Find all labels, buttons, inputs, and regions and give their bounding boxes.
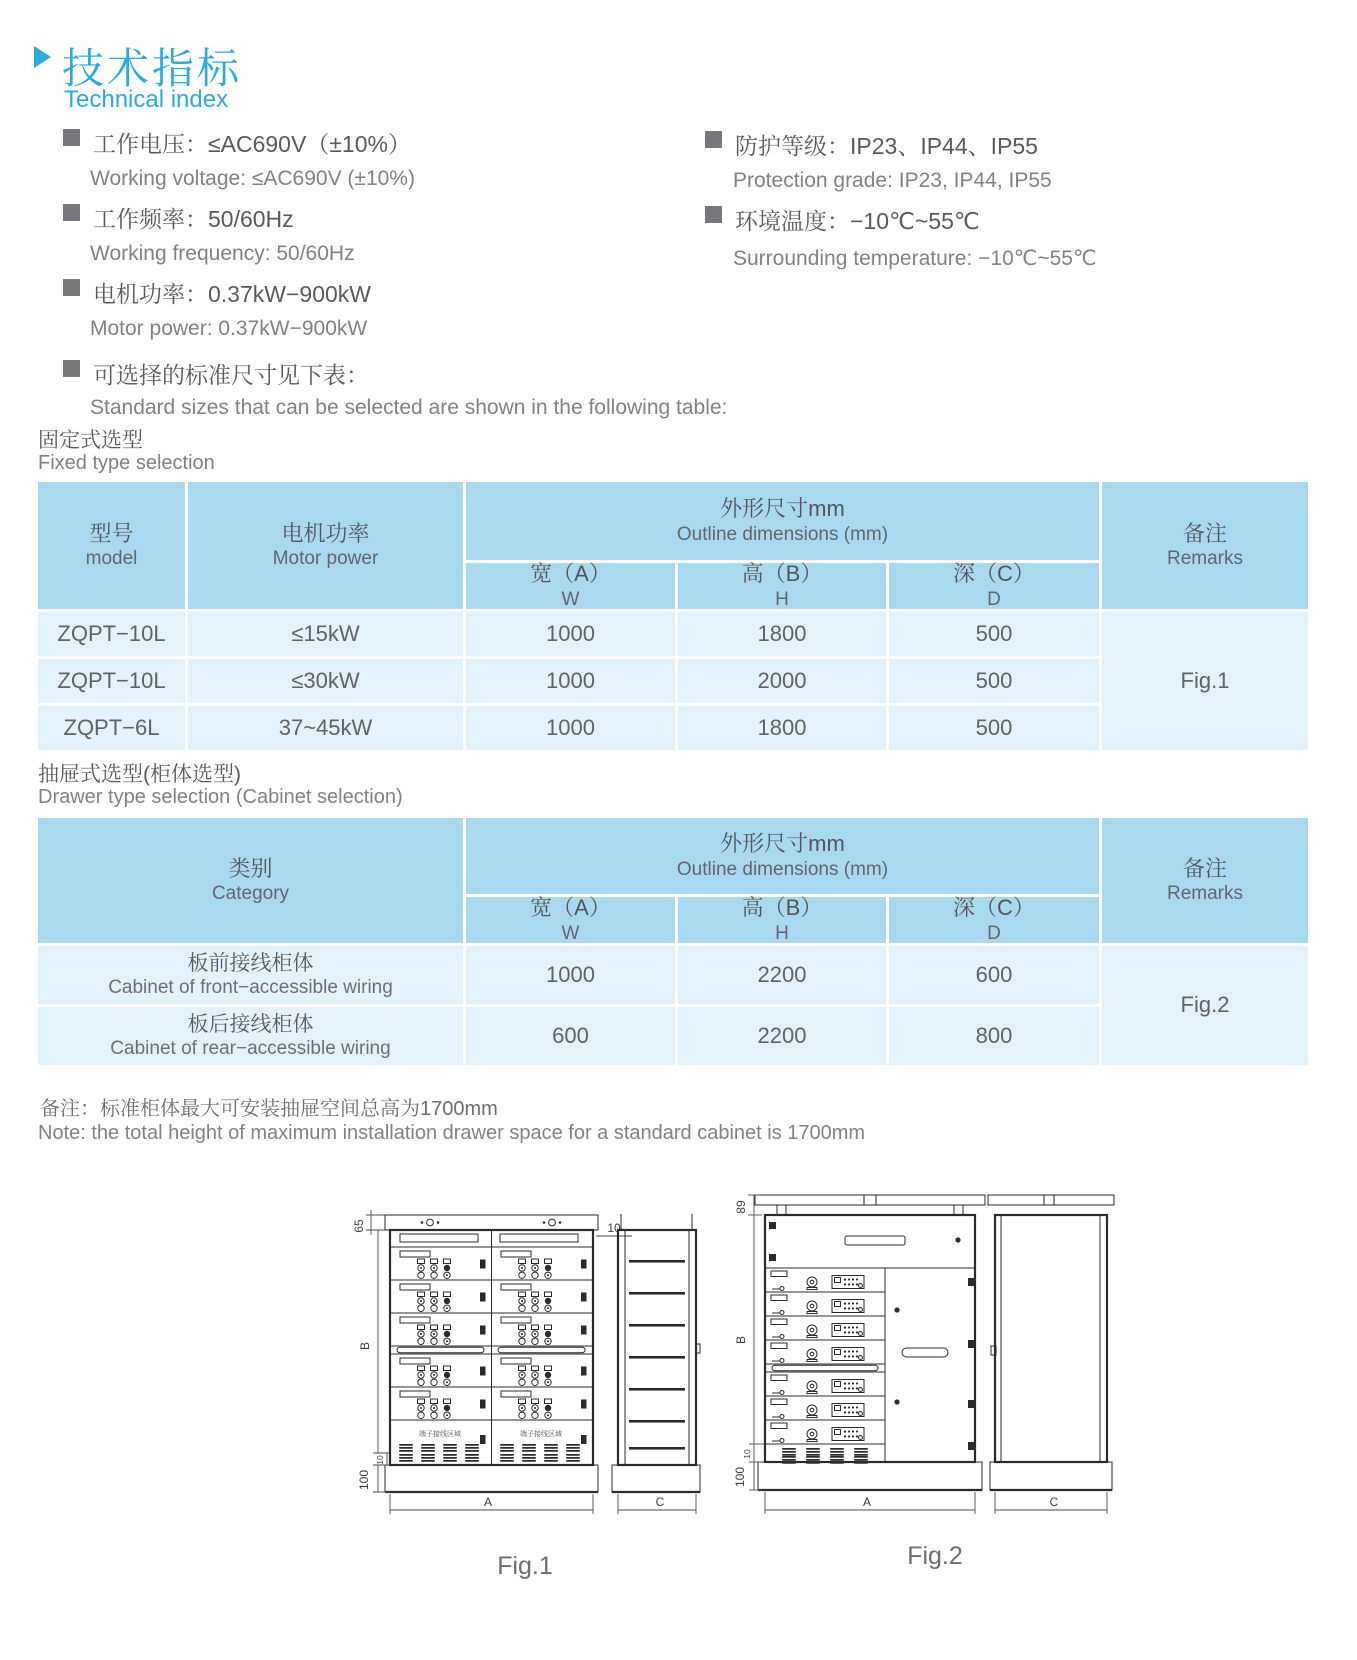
fig1-dim-C: C	[655, 1495, 665, 1509]
spec-working-frequency	[63, 201, 294, 234]
cell-d: 500	[975, 667, 1013, 693]
spec-protection-grade-en: Protection grade: IP23, IP44, IP55	[733, 169, 1052, 192]
col-header-motor-power	[188, 482, 463, 609]
fig1-dim-10-top: 10	[607, 1221, 621, 1235]
fig1-dim-A: A	[483, 1495, 493, 1509]
spec-motor-power	[63, 276, 371, 309]
table-row	[466, 612, 675, 656]
fig2-caption: Fig.2	[907, 1542, 963, 1570]
table-row	[678, 1007, 886, 1065]
drawer-table-title-en: Drawer type selection (Cabinet selection)	[38, 786, 403, 808]
drawer-type-table	[38, 818, 1308, 1065]
header-d-cn: 深（C）	[953, 561, 1035, 586]
spec-standard-sizes	[63, 357, 369, 390]
fig1-dim-65: 65	[352, 1219, 366, 1233]
spec-standard-sizes-en: Standard sizes that can be selected are shown in the following table:	[90, 396, 728, 419]
cell-model: ZQPT−10L	[57, 667, 166, 693]
cell-h: 2200	[757, 1022, 807, 1048]
header-remarks-en: Remarks	[1166, 883, 1243, 905]
spec-standard-sizes-cn: 可选择的标准尺寸见下表：	[93, 362, 369, 388]
header-power-en: Motor power	[272, 548, 379, 570]
cell-h: 2200	[757, 961, 807, 987]
cell-category-en: Cabinet of rear−accessible wiring	[110, 1038, 391, 1060]
drawer-table-title-cn: 抽屉式选型(柜体选型)	[38, 763, 241, 786]
cell-d: 800	[975, 1022, 1013, 1048]
spec-working-voltage-cn: 工作电压：≤AC690V（±10%）	[93, 131, 411, 157]
spec-working-frequency-en: Working frequency: 50/60Hz	[90, 242, 355, 265]
square-bullet-icon	[63, 204, 80, 221]
table-row	[466, 1007, 675, 1065]
table-row	[678, 706, 886, 750]
page-subtitle: Technical index	[64, 86, 229, 113]
fig2-dim-10: 10	[742, 1449, 752, 1459]
fig1-side-view	[612, 1214, 700, 1514]
fixed-table-title-cn: 固定式选型	[38, 429, 143, 452]
cell-h: 2000	[757, 667, 807, 693]
table-row	[889, 659, 1099, 703]
spec-protection-grade-cn: 防护等级：IP23、IP44、IP55	[735, 133, 1038, 159]
fig1-dim-B: B	[358, 1341, 372, 1351]
spec-working-frequency-cn: 工作频率：50/60Hz	[93, 206, 294, 232]
table-row	[678, 946, 886, 1004]
header-h-en: H	[775, 588, 789, 610]
table-row	[466, 659, 675, 703]
col-header-outline-dimensions	[466, 482, 1099, 560]
note-cn: 备注：标准柜体最大可安装抽屉空间总高为1700mm	[40, 1098, 498, 1120]
header-remarks-cn: 备注	[1182, 520, 1227, 546]
fig1-dim-100: 100	[357, 1469, 371, 1491]
header-d-cn: 深（C）	[953, 895, 1035, 920]
square-bullet-icon	[63, 129, 80, 146]
table-row	[38, 706, 185, 750]
cell-model: ZQPT−6L	[63, 714, 160, 740]
fig2-dim-100: 100	[733, 1466, 747, 1488]
header-d-en: D	[987, 922, 1001, 944]
cell-d: 500	[975, 714, 1013, 740]
cell-h: 1800	[757, 620, 807, 646]
cell-power: 37~45kW	[278, 714, 373, 740]
header-outline-cn: 外形尺寸mm	[720, 831, 845, 856]
cell-category-cn: 板后接线柜体	[187, 1012, 314, 1036]
col-header-model	[38, 482, 185, 609]
header-category-cn: 类别	[228, 855, 273, 881]
table-row	[889, 612, 1099, 656]
header-outline-en: Outline dimensions (mm)	[676, 523, 889, 545]
table-row	[188, 706, 463, 750]
remark-fig2: Fig.2	[1180, 992, 1230, 1018]
fig2-front-view	[755, 1195, 985, 1490]
table-row	[889, 1007, 1099, 1065]
remark-cell	[1102, 612, 1308, 750]
cell-w: 1000	[546, 667, 595, 693]
header-h-en: H	[775, 922, 789, 944]
table-row	[466, 706, 675, 750]
col-header-depth	[889, 563, 1099, 609]
square-bullet-icon	[63, 360, 80, 377]
cell-category-cn: 板前接线柜体	[187, 951, 314, 975]
square-bullet-icon	[705, 206, 722, 223]
header-w-cn: 宽（A）	[530, 895, 611, 920]
square-bullet-icon	[63, 279, 80, 296]
header-w-en: W	[561, 588, 580, 610]
spec-surrounding-temperature-cn: 环境温度：−10℃~55℃	[735, 208, 980, 234]
col-header-depth	[889, 897, 1099, 943]
table-row	[889, 946, 1099, 1004]
header-w-en: W	[561, 922, 580, 944]
fig2-dimensions	[733, 1195, 975, 1514]
fig2-side-view	[988, 1195, 1114, 1514]
header-outline-en: Outline dimensions (mm)	[676, 858, 889, 880]
header-model-en: model	[85, 548, 138, 570]
header-w-cn: 宽（A）	[530, 561, 611, 586]
col-header-outline-dimensions	[466, 818, 1099, 894]
fixed-type-table	[38, 482, 1308, 750]
header-h-cn: 高（B）	[741, 895, 823, 920]
spec-protection-grade	[705, 128, 1038, 161]
section-arrow-icon	[34, 46, 51, 68]
table-row	[38, 1007, 463, 1065]
table-row	[188, 659, 463, 703]
cell-power: ≤15kW	[291, 620, 360, 646]
fig2-dim-C: C	[1049, 1495, 1059, 1509]
fig1-front-view	[385, 1215, 598, 1492]
header-h-cn: 高（B）	[741, 561, 823, 586]
fig2-dim-B: B	[734, 1335, 748, 1345]
header-category-en: Category	[211, 883, 290, 905]
col-header-remarks	[1102, 818, 1308, 943]
table-row	[678, 612, 886, 656]
header-d-en: D	[987, 588, 1001, 610]
table-row	[678, 659, 886, 703]
spec-surrounding-temperature-en: Surrounding temperature: −10℃~55℃	[733, 247, 1097, 270]
spec-surrounding-temperature	[705, 203, 980, 236]
square-bullet-icon	[705, 131, 722, 148]
table-row	[38, 612, 185, 656]
cabinet-technical-drawings: 端子接线区域 65 10 B 10 100 A C 89 B 10 100 A C	[340, 1150, 1150, 1580]
col-header-category	[38, 818, 463, 943]
col-header-height	[678, 897, 886, 943]
table-row	[38, 946, 463, 1004]
table-row	[889, 706, 1099, 750]
table-row	[188, 612, 463, 656]
header-power-cn: 电机功率	[281, 520, 370, 546]
table-row	[466, 946, 675, 1004]
cell-w: 1000	[546, 620, 595, 646]
fig1-dim-10-bottom: 10	[375, 1455, 385, 1465]
cell-model: ZQPT−10L	[57, 620, 166, 646]
fig2-dim-A: A	[862, 1495, 872, 1509]
col-header-width	[466, 897, 675, 943]
header-remarks-cn: 备注	[1182, 855, 1227, 881]
col-header-width	[466, 563, 675, 609]
page-title: 技术指标	[62, 45, 243, 92]
cell-category-en: Cabinet of front−accessible wiring	[108, 977, 393, 999]
fig1-caption: Fig.1	[497, 1552, 553, 1580]
spec-motor-power-cn: 电机功率：0.37kW−900kW	[93, 281, 371, 307]
header-outline-cn: 外形尺寸mm	[720, 496, 845, 521]
cell-w: 600	[552, 1022, 589, 1048]
header-model-cn: 型号	[89, 520, 134, 546]
header-remarks-en: Remarks	[1166, 548, 1243, 570]
fixed-table-title-en: Fixed type selection	[38, 452, 215, 474]
cell-w: 1000	[546, 961, 595, 987]
spec-working-voltage	[63, 126, 411, 159]
remark-fig1: Fig.1	[1180, 667, 1230, 693]
cell-h: 1800	[757, 714, 807, 740]
cell-d: 500	[975, 620, 1013, 646]
note-en: Note: the total height of maximum installation drawer space for a standard cabinet is 1700mm	[38, 1122, 866, 1144]
fig2-dim-89: 89	[734, 1200, 748, 1214]
col-header-height	[678, 563, 886, 609]
col-header-remarks	[1102, 482, 1308, 609]
table-row	[38, 659, 185, 703]
remark-cell	[1102, 946, 1308, 1065]
cell-w: 1000	[546, 714, 595, 740]
cell-power: ≤30kW	[291, 667, 360, 693]
spec-working-voltage-en: Working voltage: ≤AC690V (±10%)	[90, 167, 415, 190]
spec-motor-power-en: Motor power: 0.37kW−900kW	[90, 317, 368, 340]
cell-d: 600	[975, 961, 1013, 987]
